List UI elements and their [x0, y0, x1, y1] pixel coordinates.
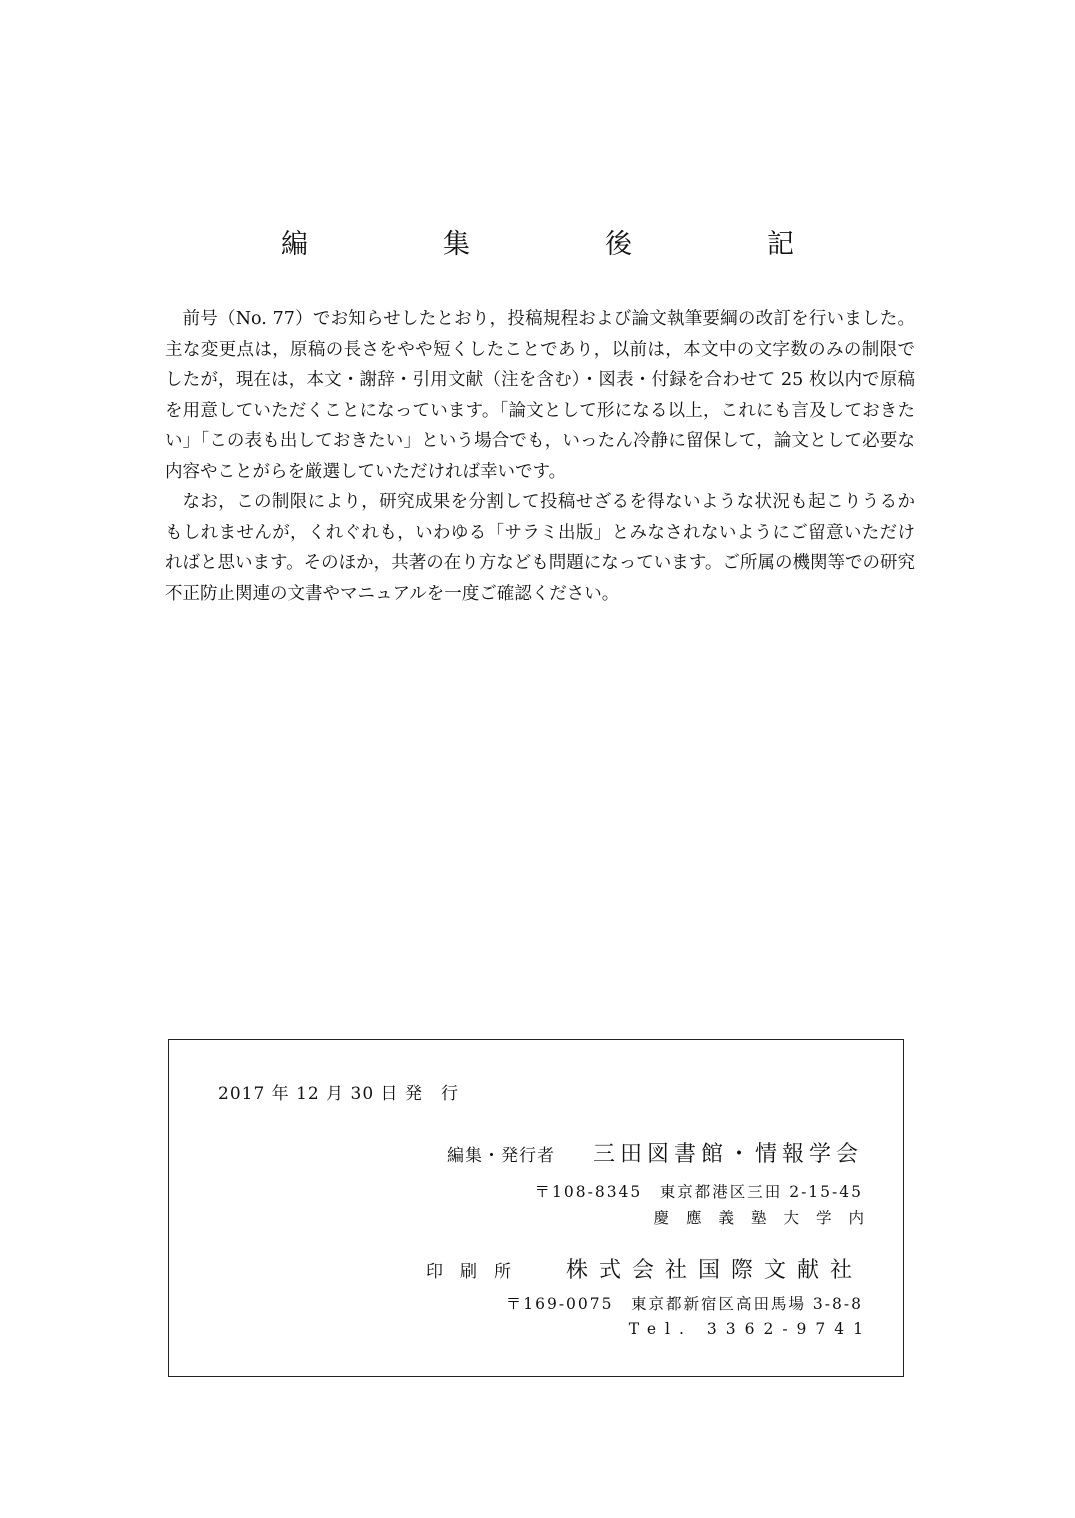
page-title: 編 集 後 記: [281, 229, 848, 260]
printer-tel: Tel. 3362-9741: [628, 1320, 872, 1338]
colophon-box: [168, 1039, 904, 1377]
printer-postal-address: 〒169-0075 東京都新宿区高田馬場 3-8-8: [505, 1295, 863, 1313]
paragraph-2: なお，この制限により，研究成果を分割して投稿せざるを得ないような状況も起こりうるかもしれませんが，くれぐれも，いわゆる「サラミ出版」とみなされないようにご留意いただければと思います。そのほか，共著の在り方なども問題になっています。ご所属の機関等での研究不正防止関連の文書やマニュアルを一度ご確認ください。: [165, 492, 915, 604]
printer-name: 株式会社国際文献社: [565, 1258, 863, 1283]
paragraph-1: 前号（No. 77）でお知らせしたとおり，投稿規程および論文執筆要綱の改訂を行いました。主な変更点は，原稿の長さをやや短くしたことであり，以前は，本文中の文字数のみの制限でしたが，現在は，本文・謝辞・引用文献（注を含む）・図表・付録を合わせて 25 枚以内で原稿を用意していただくことになっています。「論文として形になる以上，これにも言及しておきたい」「この表も出しておきたい」という場合でも，いったん冷静に留保して，論文として必要な内容やことがらを厳選していただければ幸いです。: [165, 309, 915, 482]
publisher-row: [447, 1137, 863, 1168]
printer-row: [426, 1253, 863, 1284]
publisher-name: 三田図書館・情報学会: [592, 1142, 863, 1167]
printer-label: 印刷所: [425, 1262, 528, 1282]
issue-date: 2017 年 12 月 30 日 発 行: [218, 1084, 459, 1104]
publisher-postal-address: 〒108-8345 東京都港区三田 2-15-45: [534, 1183, 863, 1201]
publisher-address-line2: 慶應義塾大学内: [653, 1209, 881, 1227]
editorial-body: [165, 304, 915, 609]
publisher-label: 編集・発行者: [446, 1146, 555, 1166]
